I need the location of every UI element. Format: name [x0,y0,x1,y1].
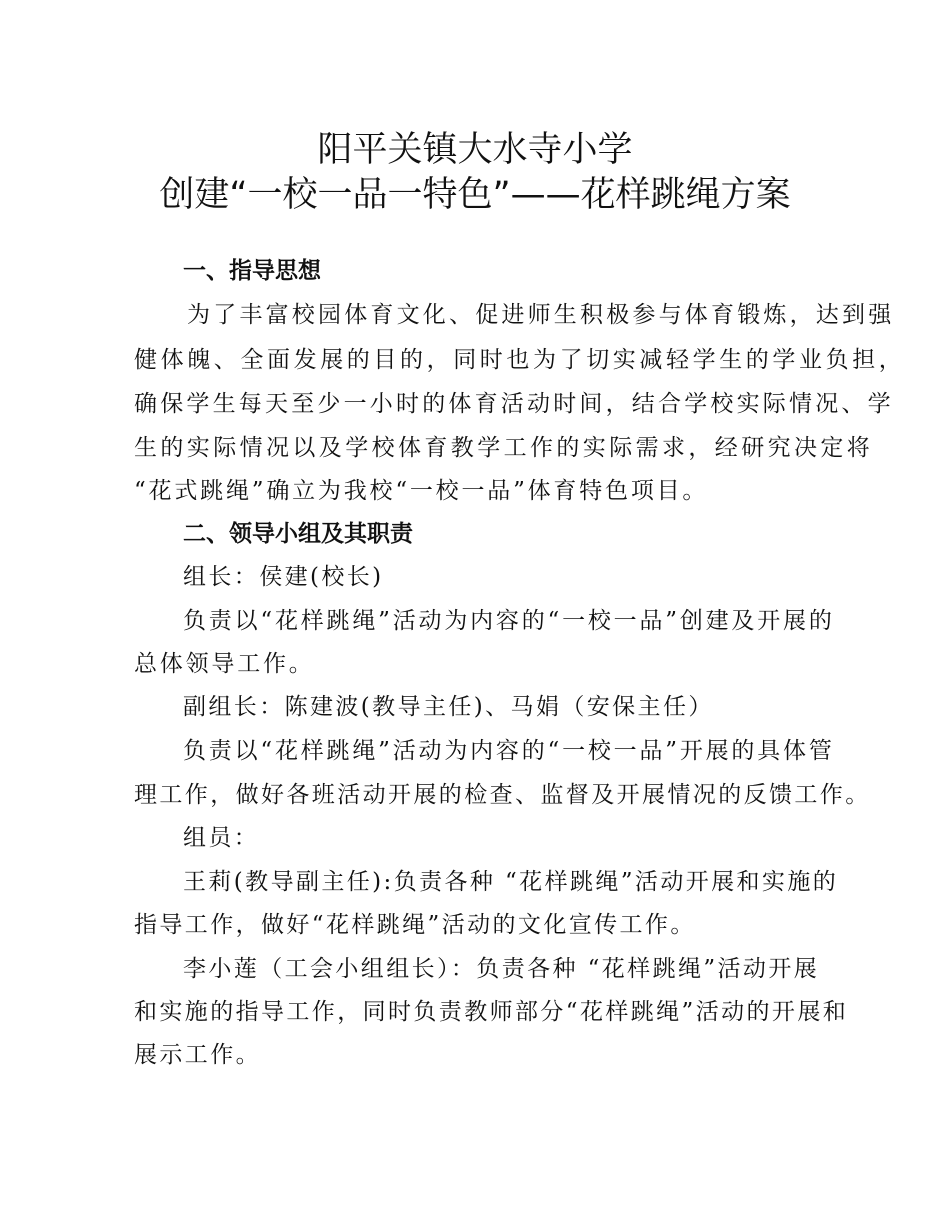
member-line: 展示工作。 [134,1042,261,1068]
member-line: 和实施的指导工作，同时负责教师部分“花样跳绳”活动的开展和 [134,999,849,1025]
deputy-duty-line: 负责以“花样跳绳”活动为内容的“一校一品”开展的具体管 [183,738,835,764]
paragraph-line: 生的实际情况以及学校体育教学工作的实际需求，经研究决定将 [134,435,874,461]
paragraph-line: 健体魄、全面发展的目的，同时也为了切实减轻学生的学业负担， [134,347,906,373]
deputy-duty-line: 理工作，做好各班活动开展的检查、监督及开展情况的反馈工作。 [134,782,871,808]
section-heading-leadership-group: 二、领导小组及其职责 [183,521,413,547]
leader-duty-line: 总体领导工作。 [134,651,315,677]
leader-line: 组长：侯建(校长) [183,564,384,590]
paragraph-line: “花式跳绳”确立为我校“一校一品”体育特色项目。 [134,478,709,504]
leader-duty-line: 负责以“花样跳绳”活动为内容的“一校一品”创建及开展的 [183,608,835,634]
document-title-school: 阳平关镇大水寺小学 [317,130,633,170]
section-heading-guiding-ideology: 一、指导思想 [183,258,321,284]
paragraph-line: 确保学生每天至少一小时的体育活动时间，结合学校实际情况、学 [134,391,894,417]
deputy-leader-line: 副组长：陈建波(教导主任)、马娟（安保主任） [183,694,714,720]
member-line: 王莉(教导副主任):负责各种 “花样跳绳”活动开展和实施的 [183,869,839,895]
document-title-plan: 创建“一校一品一特色”——花样跳绳方案 [159,175,791,215]
members-label: 组员： [183,825,260,851]
member-line: 指导工作，做好“花样跳绳”活动的文化宣传工作。 [134,912,696,938]
paragraph-line: 为了丰富校园体育文化、促进师生积极参与体育锻炼，达到强 [187,302,895,328]
member-line: 李小莲（工会小组组长）：负责各种 “花样跳绳”活动开展 [183,956,820,982]
